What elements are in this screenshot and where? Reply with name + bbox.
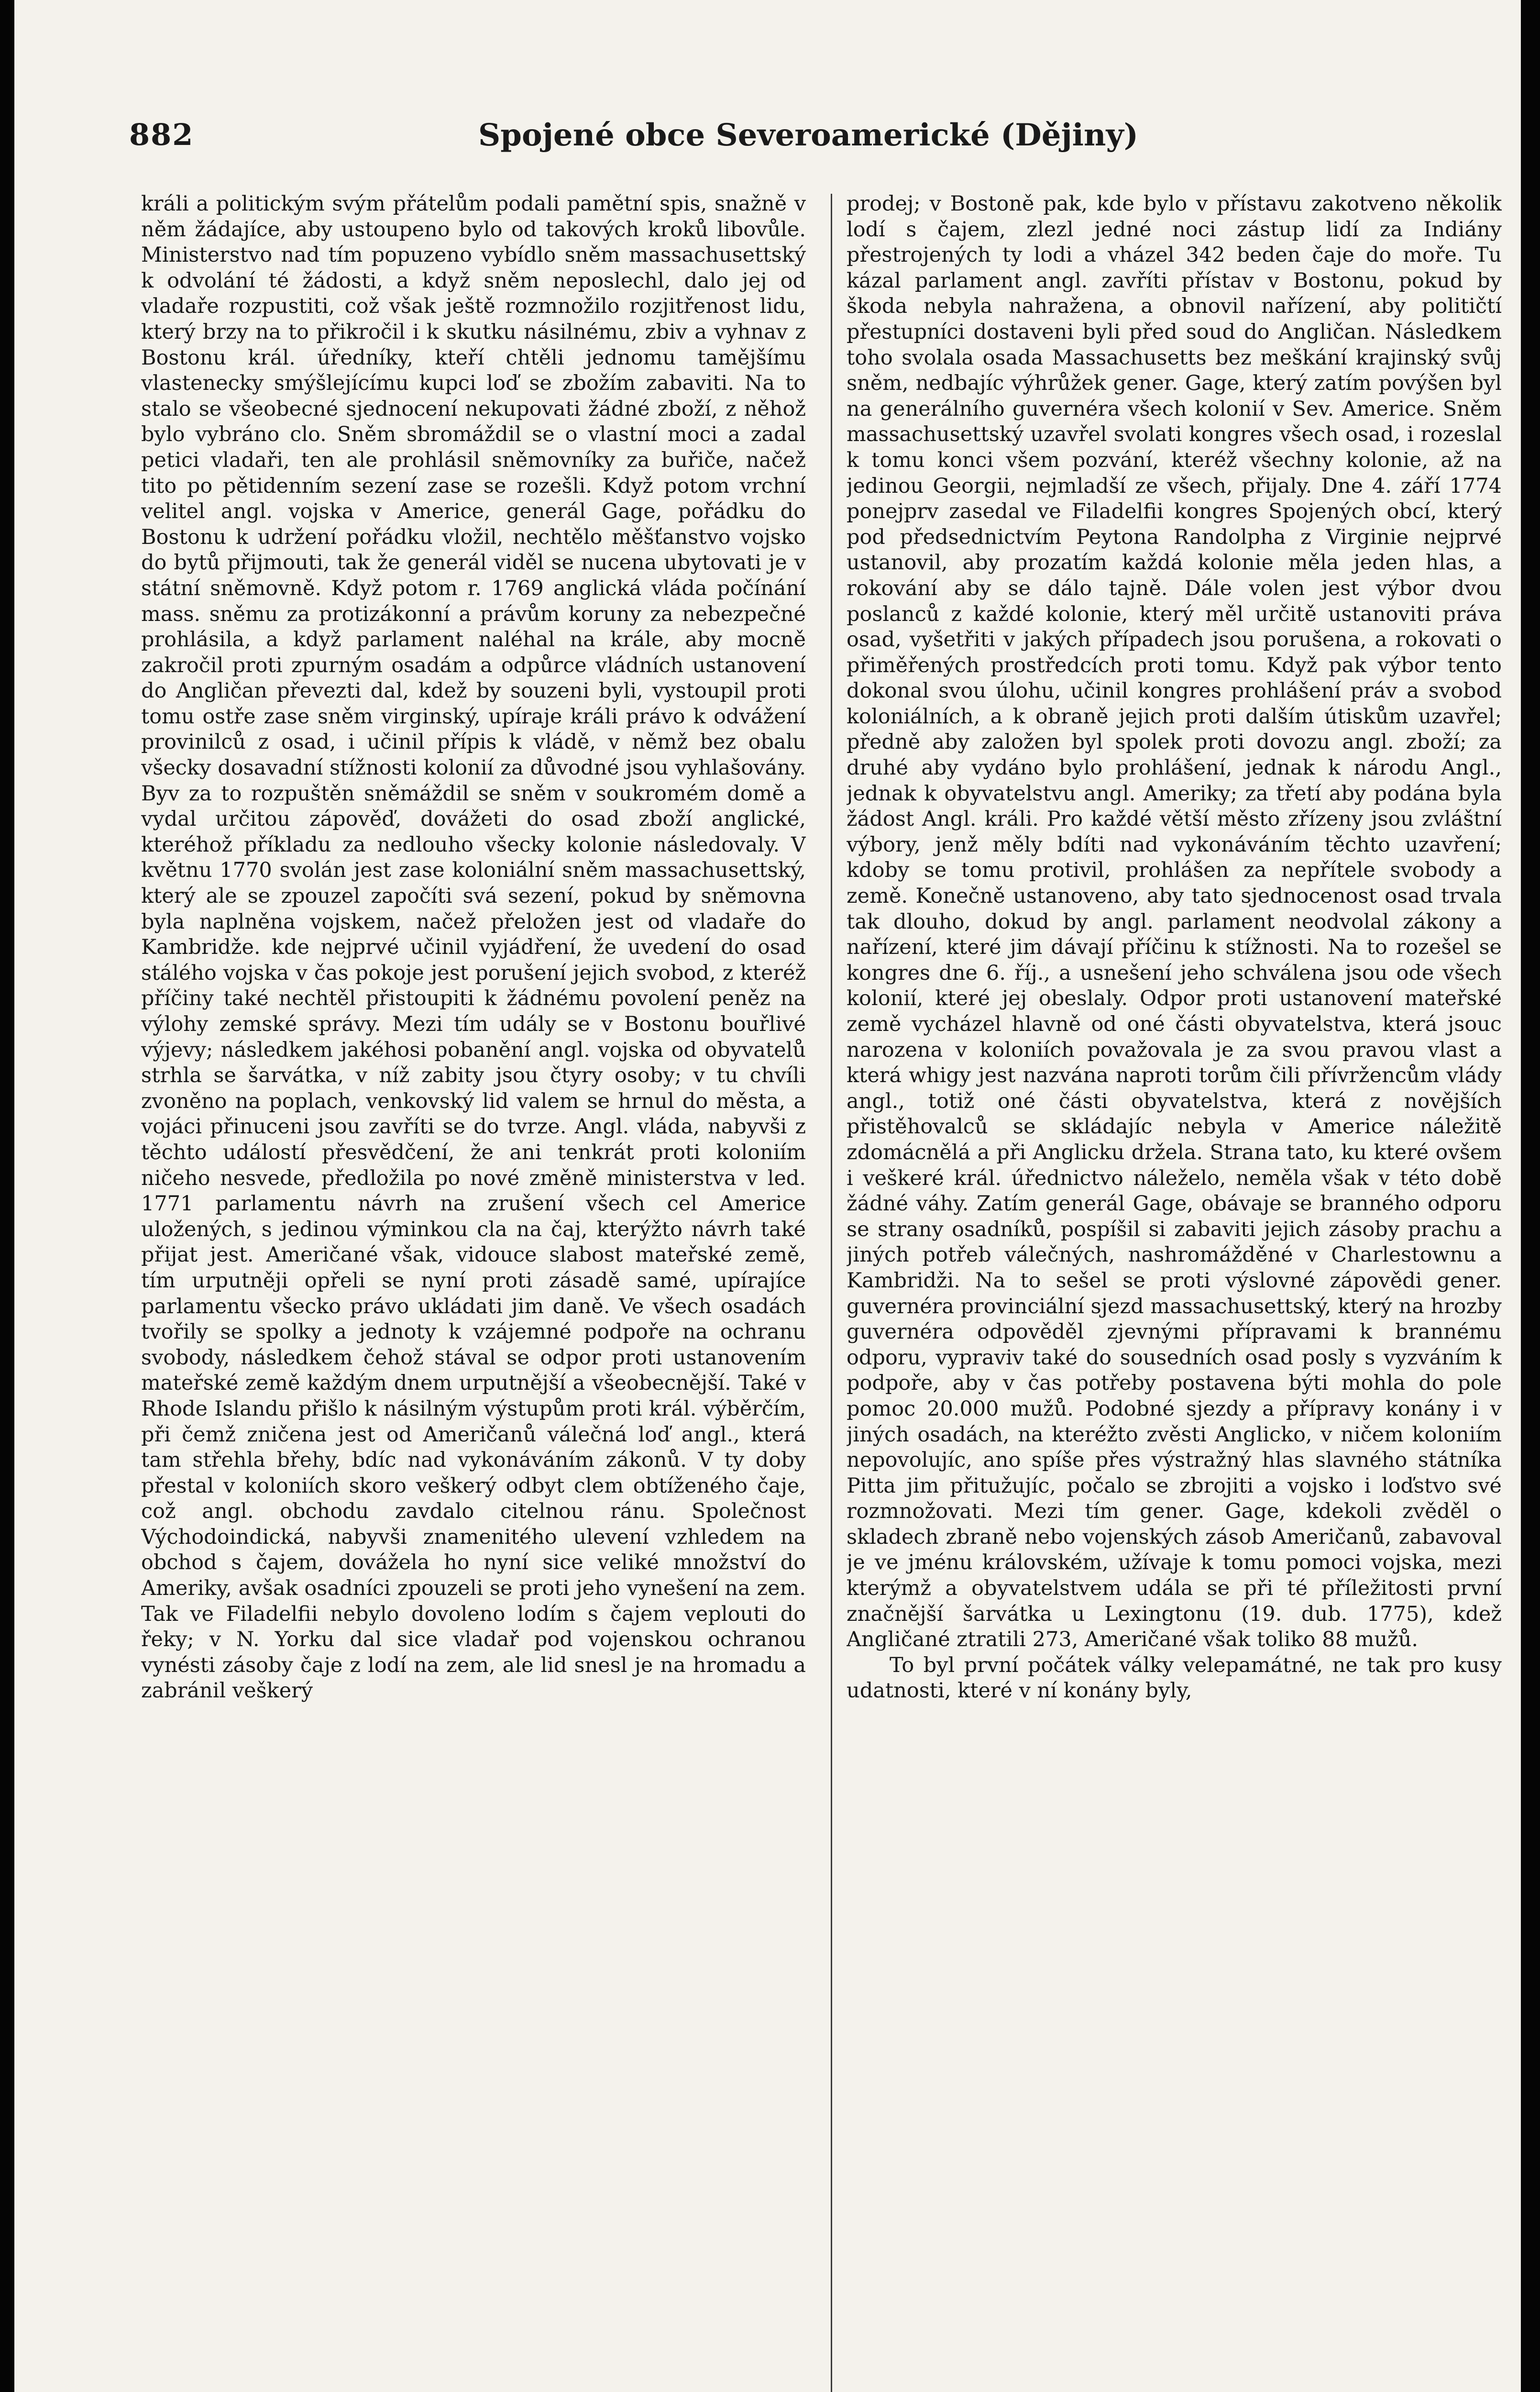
left-column-text: králi a politickým svým přátelům podali pamětní spis, snažně v něm žádajíce, aby ustoupeno bylo od takových kroků libovůle. Ministerstvo nad tím popuzeno vybídlo sněm massachusettský k odvolání té žádosti, a když sněm neposlechl, dalo jej od vladaře rozpustiti, což však ještě rozmnožilo rozjitřenost lidu, který brzy na to přikročil i k skutku násilnému, zbiv a vyhnav z Bostonu král. úředníky, kteří chtěli jednomu tamějšímu vlastenecky smýšlejícímu kupci loď se zbožím zabaviti. Na to stalo se všeobecné sjednocení nekupovati žádné zboží, z něhož bylo vybráno clo. Sněm sbromáždil se o vlastní moci a zadal petici vladaři, ten ale prohlásil sněmovníky za buřiče, načež tito po pětidenním sezení zase se rozešli. Když potom vrchní velitel angl. vojska v Americe, generál Gage, pořádku do Bostonu k udržení pořádku vložil, nechtělo měšťanstvo vojsko do bytů přijmouti, tak že generál viděl se nucena ubytovati je v státní sněmovně. Když potom r. 1769 anglická vláda počínání mass. sněmu za protizákonní a právům koruny za nebezpečné prohlásila, a když parlament naléhal na krále, aby mocně zakročil proti zpurným osadám a odpůrce vládních ustanovení do Angličan převezti dal, kdež by souzeni byli, vystoupil proti tomu ostře zase sněm virginský, upíraje králi právo k odvážení provinilců z osad, i učinil přípis k vládě, v němž bez obalu všecky dosavadní stížnosti kolonií za důvodné jsou vyhlašovány. Byv za to rozpuštěn sněmáždil se sněm v soukromém domě a vydal určitou zápověď, dovážeti do osad zboží anglické, kteréhož příkladu za nedlouho všecky kolonie následovaly. V květnu 1770 svolán jest zase koloniální sněm massachusettský, který ale se zpouzel započíti svá sezení, pokud by sněmovna byla naplněna vojskem, načež přeložen jest od vladaře do Kambridže. kde nejprvé učinil vyjádření, že uvedení do osad stálého vojska v čas pokoje jest porušení jejich svobod, z kteréž příčiny také nechtěl přistoupiti k žádnému povolení peněz na výlohy zemské správy. Mezi tím udály se v Bostonu bouřlivé výjevy; následkem jakéhosi pobanění angl. vojska od obyvatelů strhla se šarvátka, v níž zabity jsou čtyry osoby; v tu chvíli zvoněno na poplach, venkovský lid valem se hrnul do města, a vojáci přinuceni jsou zavříti se do tvrze. Angl. vláda, nabyvši z těchto událostí přesvědčení, že ani tenkrát proti koloniím ničeho nesvede, předložila po nové změně ministerstva v led. 1771 parlamentu návrh na zrušení všech cel Americe uložených, s jedinou výminkou cla na čaj, kterýžto návrh také přijat jest. Američané však, vidouce slabost mateřské země, tím urputněji opřeli se nyní proti zásadě samé, upírajíce parlamentu všecko právo ukládati jim daně. Ve všech osadách tvořily se spolky a jednoty k vzájemné podpoře na ochranu svobody, následkem čehož stával se odpor proti ustanovením mateřské země každým dnem urputnější a všeobecnější. Také v Rhode Islandu přišlo k násilným výstupům proti král. výběrčím, při čemž zničena jest od Američanů válečná loď angl., která tam střehla břehy, bdíc nad vykonáváním zákonů. V ty doby přestal v koloniích skoro veškerý odbyt clem obtíženého čaje, což angl. obchodu zavdalo citelnou ránu. Společnost Východoindická, nabyvši znamenitého ulevení vzhledem na obchod s čajem, dovážela ho nyní sice veliké množství do Ameriky, avšak osadníci zpouzeli se proti jeho vynešení na zem. Tak ve Filadelfii nebylo dovoleno lodím s čajem veplouti do řeky; v N. Yorku dal sice vladař pod vojenskou ochranou vynésti zásoby čaje z lodí na zem, ale lid snesl je na hromadu a zabránil veškerý [141,192,806,1703]
book-page [14,0,1521,2392]
column-divider [831,194,832,2392]
right-column-paragraph-2: To byl první počátek války velepamátné, ne tak pro kusy udatnosti, které v ní konány byly, [847,1653,1502,1703]
left-column [141,191,806,2392]
page-header [129,117,1487,170]
running-title: Spojené obce Severoamerické (Dějiny) [478,117,1138,153]
right-column [847,191,1502,2392]
right-column-paragraph-1: prodej; v Bostoně pak, kde bylo v přístavu zakotveno několik lodí s čajem, zlezl jedné noci zástup lidí za Indiány přestrojených ty lodi a vházel 342 beden čaje do moře. Tu kázal parlament angl. zavříti přístav v Bostonu, pokud by škoda nebyla nahražena, a obnovil nařízení, aby političtí přestupníci dostaveni byli před soud do Angličan. Následkem toho svolala osada Massachusetts bez meškání krajinský svůj sněm, nedbajíc výhrůžek gener. Gage, který zatím povýšen byl na generálního guvernéra všech kolonií v Sev. Americe. Sněm massachusettský uzavřel svolati kongres všech osad, i rozeslal k tomu konci všem pozvání, kteréž všechny kolonie, až na jedinou Georgii, nejmladší ze všech, přijaly. Dne 4. září 1774 ponejprv zasedal ve Filadelfii kongres Spojených obcí, který pod předsednictvím Peytona Randolpha z Virginie nejprvé ustanovil, aby prozatím každá kolonie měla jeden hlas, a rokování aby se dálo tajně. Dále volen jest výbor dvou poslanců z každé kolonie, který měl určitě ustanoviti práva osad, vyšetřiti v jakých případech jsou porušena, a rokovati o přiměřených prostředcích proti tomu. Když pak výbor tento dokonal svou úlohu, učinil kongres prohlášení práv a svobod koloniálních, a k obraně jejich proti dalším útiskům uzavřel; předně aby založen byl spolek proti dovozu angl. zboží; za druhé aby vydáno bylo prohlášení, jednak k národu Angl., jednak k obyvatelstvu angl. Ameriky; za třetí aby podána byla žádost Angl. králi. Pro každé větší město zřízeny jsou zvláštní výbory, jenž měly bdíti nad vykonáváním těchto uzavření; kdoby se tomu protivil, prohlášen za nepřítele svobody a země. Konečně ustanoveno, aby tato sjednocenost osad trvala tak dlouho, dokud by angl. parlament neodvolal zákony a nařízení, které jim dávají příčinu k stížnosti. Na to rozešel se kongres dne 6. říj., a usnešení jeho schválena jsou ode všech kolonií, které jej obeslaly. Odpor proti ustanovení mateřské země vycházel hlavně od oné části obyvatelstva, která jsouc narozena v koloniích považovala je za svou pravou vlast a která whigy jest nazvána naproti torům čili přívržencům vlády angl., totiž oné části obyvatelstva, která z novějších přistěhovalců se skládajíc nebyla v Americe náležitě zdomácnělá a při Anglicku držela. Strana tato, ku které ovšem i veškeré král. úřednictvo náleželo, neměla však v této době žádné váhy. Zatím generál Gage, obávaje se branného odporu se strany osadníků, pospíšil si zabaviti jejich zásoby prachu a jiných potřeb válečných, nashromážděné v Charlestownu a Kambridži. Na to sešel se proti výslovné zápovědi gener. guvernéra provinciální sjezd massachusettský, který na hrozby guvernéra odpověděl zjevnými přípravami k brannému odporu, vypraviv také do sousedních osad posly s vyzváním k podpoře, aby v čas potřeby postavena býti mohla do pole pomoc 20.000 mužů. Podobné sjezdy a přípravy konány i v jiných osadách, na kteréžto zvěsti Anglicko, v ničem koloniím nepovolujíc, ano spíše přes výstražný hlas slavného státníka Pitta jim přitužujíc, počalo se zbrojiti a vojsko i loďstvo své rozmnožovati. Mezi tím gener. Gage, kdekoli zvěděl o skladech zbraně nebo vojenských zásob Američanů, zabavoval je ve jménu královském, užívaje k tomu pomoci vojska, mezi kterýmž a obyvatelstvem udála se při té příležitosti první značnější šarvátka u Lexingtonu (19. dub. 1775), kdež Angličané ztratili 273, Američané však toliko 88 mužů. [847,192,1502,1652]
page-number: 882 [129,117,194,152]
